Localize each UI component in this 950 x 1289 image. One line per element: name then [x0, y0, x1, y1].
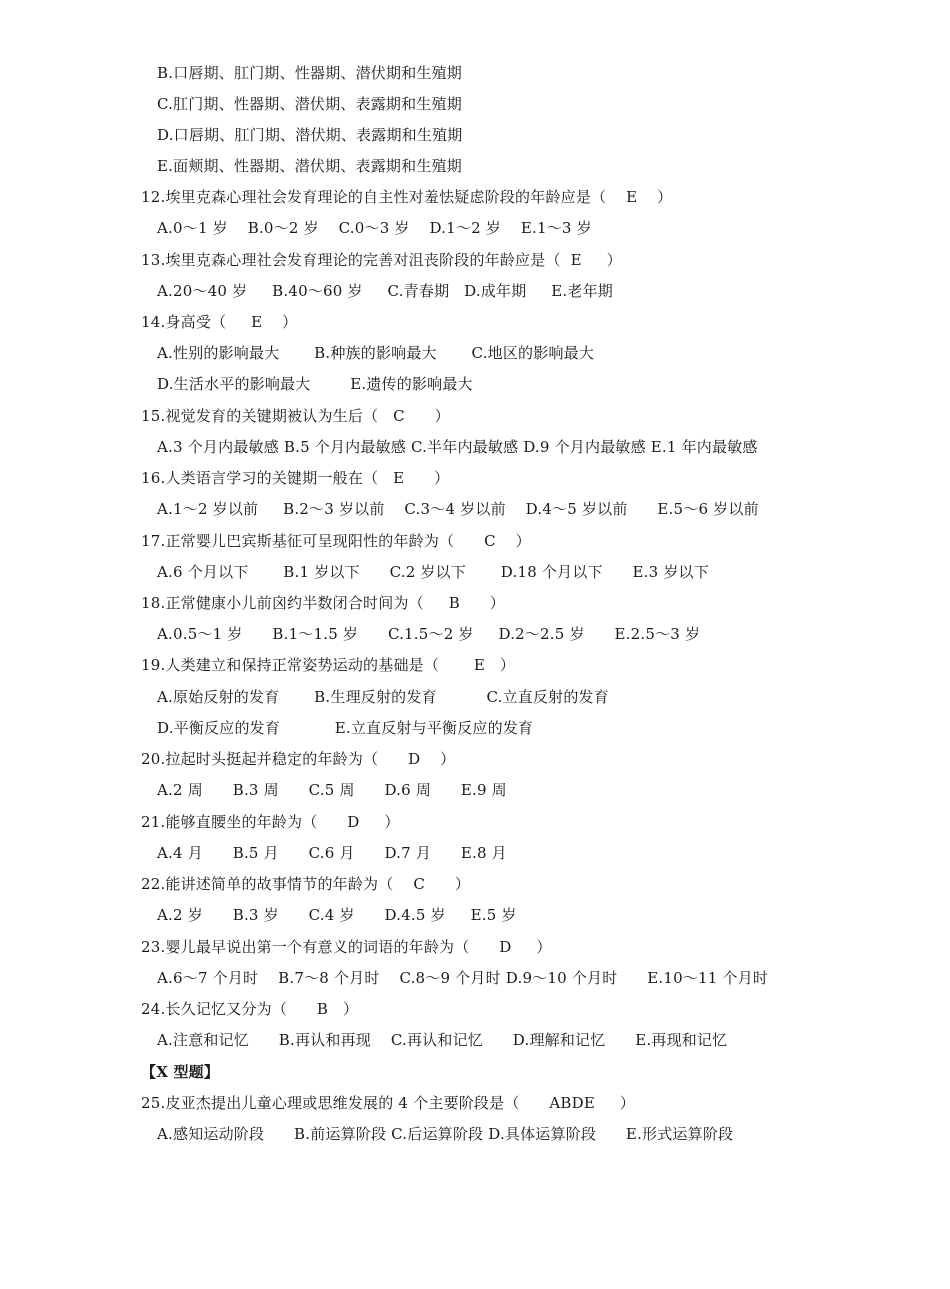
question-line: 21.能够直腰坐的年龄为（ D ） — [141, 813, 400, 831]
question-line: 16.人类语言学习的关键期一般在（ E ） — [141, 469, 450, 487]
option-line: A.注意和记忆 B.再认和再现 C.再认和记忆 D.理解和记忆 E.再现和记忆 — [157, 1031, 728, 1049]
question-line: 18.正常健康小儿前囟约半数闭合时间为（ B ） — [141, 594, 505, 612]
option-line: A.0～1 岁 B.0～2 岁 C.0～3 岁 D.1～2 岁 E.1～3 岁 — [157, 219, 592, 237]
option-line: D.口唇期、肛门期、潜伏期、表露期和生殖期 — [157, 126, 463, 144]
question-line: 12.埃里克森心理社会发育理论的自主性对羞怯疑虑阶段的年龄应是（ E ） — [141, 188, 673, 206]
question-line: 13.埃里克森心理社会发育理论的完善对沮丧阶段的年龄应是（ E ） — [141, 251, 622, 269]
option-line: A.2 周 B.3 周 C.5 周 D.6 周 E.9 周 — [157, 781, 507, 799]
question-line: 17.正常婴儿巴宾斯基征可呈现阳性的年龄为（ C ） — [141, 532, 531, 550]
option-line: B.口唇期、肛门期、性器期、潜伏期和生殖期 — [157, 64, 462, 82]
option-line: A.0.5～1 岁 B.1～1.5 岁 C.1.5～2 岁 D.2～2.5 岁 E.2.5～3 岁 — [157, 625, 701, 643]
question-line: 24.长久记忆又分为（ B ） — [141, 1000, 359, 1018]
question-line: 23.婴儿最早说出第一个有意义的词语的年龄为（ D ） — [141, 938, 552, 956]
question-line: 22.能讲述简单的故事情节的年龄为（ C ） — [141, 875, 471, 893]
question-line: 19.人类建立和保持正常姿势运动的基础是（ E ） — [141, 656, 516, 674]
option-line: A.原始反射的发育 B.生理反射的发育 C.立直反射的发育 — [157, 688, 609, 706]
option-line: D.平衡反应的发育 E.立直反射与平衡反应的发育 — [157, 719, 534, 737]
option-line: A.6～7 个月时 B.7～8 个月时 C.8～9 个月时 D.9～10 个月时 E.10～11 个月时 — [157, 969, 769, 987]
section-heading: 【X 型题】 — [141, 1063, 220, 1081]
option-line: A.2 岁 B.3 岁 C.4 岁 D.4.5 岁 E.5 岁 — [157, 906, 517, 924]
option-line: A.3 个月内最敏感 B.5 个月内最敏感 C.半年内最敏感 D.9 个月内最敏感 E.1 年内最敏感 — [157, 438, 758, 456]
option-line: A.20～40 岁 B.40～60 岁 C.青春期 D.成年期 E.老年期 — [157, 282, 613, 300]
option-line: A.感知运动阶段 B.前运算阶段 C.后运算阶段 D.具体运算阶段 E.形式运算阶段 — [157, 1125, 734, 1143]
option-line: A.性别的影响最大 B.种族的影响最大 C.地区的影响最大 — [157, 344, 595, 362]
question-line: 14.身高受（ E ） — [141, 313, 298, 331]
option-line: A.4 月 B.5 月 C.6 月 D.7 月 E.8 月 — [157, 844, 507, 862]
question-line: 25.皮亚杰提出儿童心理或思维发展的 4 个主要阶段是（ ABDE ） — [141, 1094, 636, 1112]
option-line: E.面颊期、性器期、潜伏期、表露期和生殖期 — [157, 157, 462, 175]
question-line: 20.拉起时头挺起并稳定的年龄为（ D ） — [141, 750, 456, 768]
question-line: 15.视觉发育的关键期被认为生后（ C ） — [141, 407, 450, 425]
option-line: C.肛门期、性器期、潜伏期、表露期和生殖期 — [157, 95, 462, 113]
option-line: A.1～2 岁以前 B.2～3 岁以前 C.3～4 岁以前 D.4～5 岁以前 E.5～6 岁以前 — [157, 500, 759, 518]
option-line: D.生活水平的影响最大 E.遗传的影响最大 — [157, 375, 473, 393]
option-line: A.6 个月以下 B.1 岁以下 C.2 岁以下 D.18 个月以下 E.3 岁以下 — [157, 563, 709, 581]
